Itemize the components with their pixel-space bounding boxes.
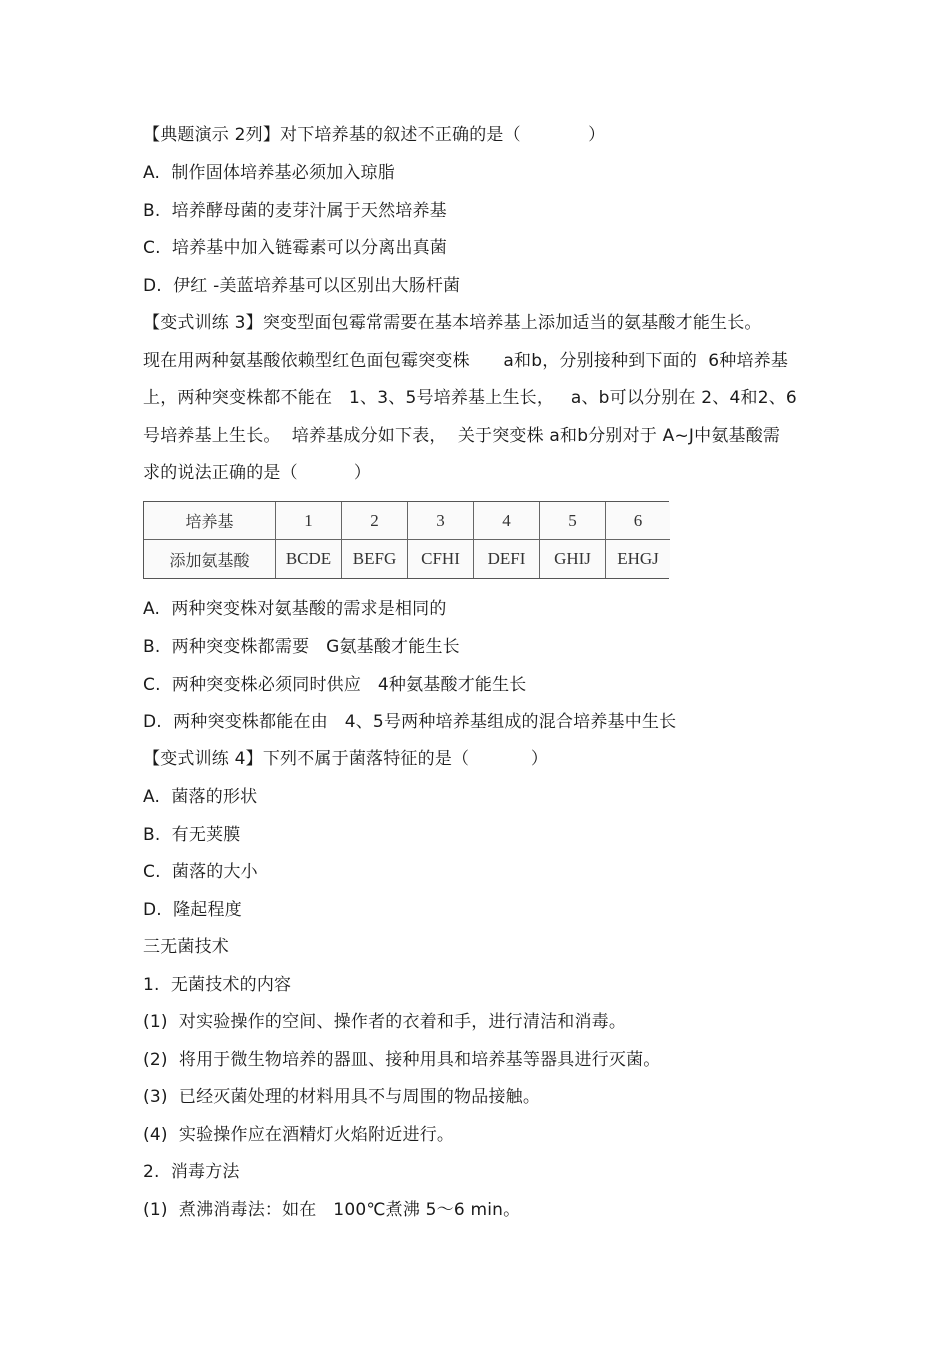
table-cell-amino: EHGJ [606,540,670,578]
table-cell-number: 1 [276,502,342,540]
exercise-3-option-d: D. 两种突变株都能在由 4、5号两种培养基组成的混合培养基中生长 [143,712,677,732]
exercise-3-stem-line-2: 现在用两种氨基酸依赖型红色面包霉突变株 a和b，分别接种到下面的 6种培养基 [143,351,789,371]
exercise-4-option-a: A. 菌落的形状 [143,787,258,807]
exercise-3-stem-line-1: 【变式训练 3】突变型面包霉常需要在基本培养基上添加适当的氨基酸才能生长。 [143,313,762,333]
table-cell-amino: CFHI [408,540,474,578]
table-cell-number: 5 [540,502,606,540]
subsection-heading-disinfection: 2. 消毒方法 [143,1162,240,1182]
exercise-3-option-b: B. 两种突变株都需要 G氨基酸才能生长 [143,637,460,657]
exercise-3-stem-line-4: 号培养基上生长。 培养基成分如下表， 关于突变株 a和b分别对于 A~J中氨基酸需 [143,426,781,446]
table-cell-amino: DEFI [474,540,540,578]
example-2-question: 【典题演示 2列】对下培养基的叙述不正确的是（ ） [143,125,606,145]
example-2-option-c: C. 培养基中加入链霉素可以分离出真菌 [143,238,448,258]
table-header-medium: 培养基 [144,502,276,540]
exercise-3-option-c: C. 两种突变株必须同时供应 4种氨基酸才能生长 [143,675,527,695]
table-header-amino-acid: 添加氨基酸 [144,540,276,578]
example-2-option-a: A. 制作固体培养基必须加入琼脂 [143,163,395,183]
exercise-3-option-a: A. 两种突变株对氨基酸的需求是相同的 [143,599,447,619]
exercise-4-option-c: C. 菌落的大小 [143,862,258,882]
table-cell-amino: GHIJ [540,540,606,578]
medium-table [143,501,669,579]
exercise-4-option-d: D. 隆起程度 [143,900,242,920]
example-2-option-b: B. 培养酵母菌的麦芽汁属于天然培养基 [143,201,447,221]
content-item-1: (1) 对实验操作的空间、操作者的衣着和手，进行清洁和消毒。 [143,1012,627,1032]
table-cell-number: 6 [606,502,670,540]
table-cell-number: 2 [342,502,408,540]
exercise-4-option-b: B. 有无荚膜 [143,825,241,845]
exercise-4-question: 【变式训练 4】下列不属于菌落特征的是（ ） [143,749,549,769]
table-cell-amino: BEFG [342,540,408,578]
example-2-option-d: D. 伊红 -美蓝培养基可以区别出大肠杆菌 [143,276,461,296]
exercise-3-stem-line-3: 上，两种突变株都不能在 1、3、5号培养基上生长， a、b可以分别在 2、4和2、6 [143,388,797,408]
content-item-4: (4) 实验操作应在酒精灯火焰附近进行。 [143,1125,455,1145]
table-cell-number: 3 [408,502,474,540]
content-item-3: (3) 已经灭菌处理的材料用具不与周围的物品接触。 [143,1087,541,1107]
section-heading-aseptic: 三无菌技术 [143,937,229,957]
table-cell-number: 4 [474,502,540,540]
disinfection-item-1: (1) 煮沸消毒法：如在 100℃煮沸 5～6 min。 [143,1200,521,1220]
content-item-2: (2) 将用于微生物培养的器皿、接种用具和培养基等器具进行灭菌。 [143,1050,661,1070]
table-cell-amino: BCDE [276,540,342,578]
exercise-3-stem-line-5: 求的说法正确的是（ ） [143,463,372,483]
subsection-heading-content: 1. 无菌技术的内容 [143,975,292,995]
